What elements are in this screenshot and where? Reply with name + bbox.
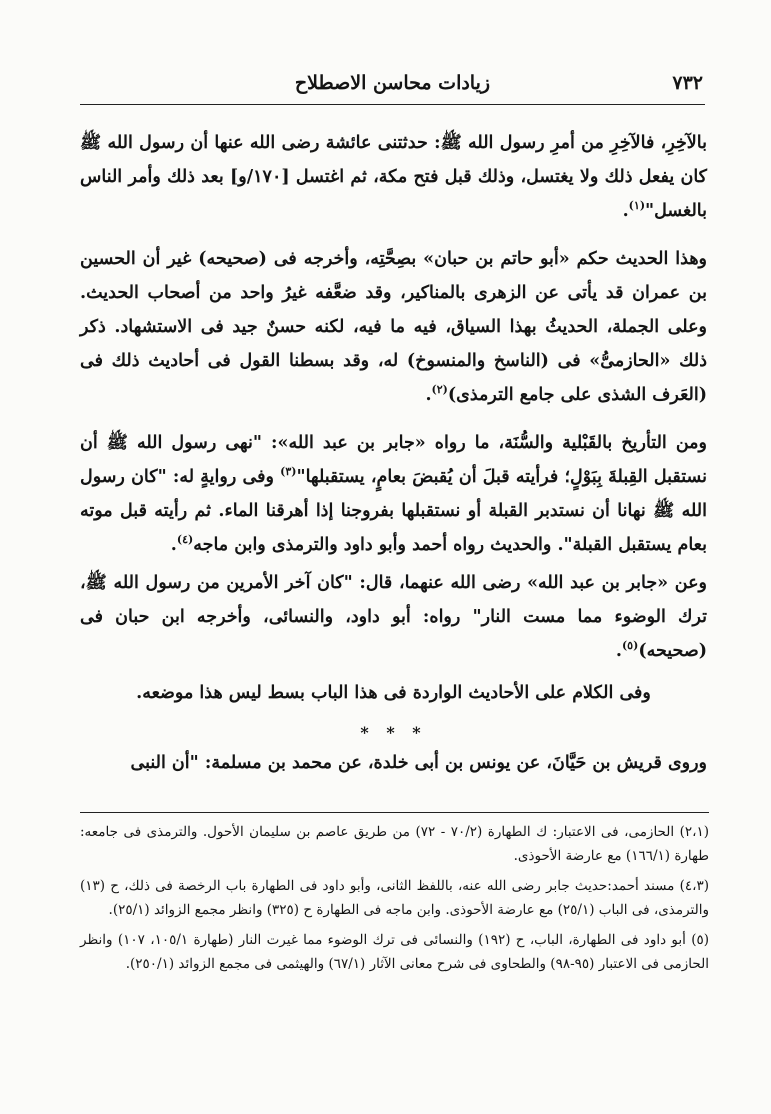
paragraph-2: وهذا الحديث حكم «أبو حاتم بن حبان» بصِحَّتِه، وأخرجه فى (صحيحه) غير أن الحسين بن عمران قد يأتى عن الزهرى بالمناكير، وقد ضعَّفه غيرُ واحد من أصحاب الحديث. وعلى الجملة، الحديثُ بهذا السياق، فيه ما فيه، لكنه حسنٌ جيد فى الاستشهاد. ذكر ذلك «الحازمىُّ» فى (الناسخ والمنسوخ) له، وقد بسطنا القول فى أحاديث ذلك فى (العَرف الشذى على جامع الترمذى)$^{(٢)}$. (80, 249, 707, 405)
footnote-ref-4: (٤) (176, 533, 194, 547)
footnote-ref-1: (١) (628, 199, 646, 213)
footnote-1: (٢،١) الحازمى، فى الاعتبار: ك الطهارة (٧٠/٢ - ٧٢) من طريق عاصم بن سليمان الأحول. والترمذى فى جامعه: طهارة (١٦٦/١) مع عارضة الأحوذى. (80, 824, 709, 864)
page-header (80, 60, 705, 105)
footnote-3: (٥) أبو داود فى الطهارة، الباب، ح (١٩٢) والنسائى فى ترك الوضوء مما غيرت النار (طهارة ١٠٥/١، ١٠٧) وانظر الحازمى فى الاعتبار (٩٥-٩٨) والطحاوى فى شرح معانى الآثار (٦٧/١) والهيثمى فى مجمع الزوائد (٢٥٠/١). (80, 932, 710, 972)
footnote-ref-5: (٥) (621, 639, 639, 653)
paragraph-4: وعن «جابر بن عبد الله» رضى الله عنهما، قال: "كان آخر الأمرين من رسول الله ﷺ، ترك الوضوء مما مست النار" رواه: أبو داود، والنسائى، وأخرجه ابن حبان فى (صحيحه)$^{(٥)}$. (80, 573, 707, 661)
footnote-ref-2: (٢) (431, 383, 448, 397)
paragraph-6: وروى قريش بن حَيَّانَ، عن يونس بن أبى خلدة، عن محمد بن مسلمة: "أن النبى (130, 753, 707, 773)
footnotes (80, 820, 709, 982)
paragraph-1: بالآخِرِ، فالآخِرِ من أمرِ رسول الله ﷺ: حدثتنى عائشة رضى الله عنها أن رسول الله ﷺ كان يفعل ذلك ولا يغتسل، وذلك قبل فتح مكة، ثم اغتسل [١٧٠/و] بعد ذلك وأمر الناس بالغسل"$^{(١)}$. (80, 133, 707, 221)
running-title: زيادات محاسن الاصطلاح (294, 72, 491, 94)
footnote-separator (80, 812, 709, 813)
page-number: ٧٣٢ (672, 72, 703, 94)
main-text (80, 126, 707, 780)
section-divider-stars: * * * (360, 723, 427, 742)
paragraph-3: ومن التأريخ بالقَبْلية والسُّنَة، ما رواه «جابر بن عبد الله»: "نهى رسول الله ﷺ أن نستقبل القِبلةَ بِبَوْلٍ؛ فرأيته قبلَ أن يُقبضَ بعامٍ، يستقبلها"$^{(٣)}$ وفى روايةٍ له: "كان رسول الله ﷺ نهانا أن نستدبر القبلة أو نستقبلها بفروجنا إذا أهرقنا الماء. ثم رأيته قبل موته بعام يستقبل القبلة". والحديث رواه أحمد وأبو داود والترمذى وابن ماجه$^{(٤)}$. (80, 433, 708, 555)
paragraph-5: وفى الكلام على الأحاديث الواردة فى هذا الباب بسط ليس هذا موضعه. (136, 683, 651, 703)
footnote-2: (٤،٣) مسند أحمد:حديث جابر رضى الله عنه، باللفظ الثانى، وأبو داود فى الطهارة باب الرخصة فى ذلك، ح (١٣) والترمذى، فى الباب (٢٥/١) مع عارضة الأحوذى. وابن ماجه فى الطهارة ح (٣٢٥) وانظر مجمع الزوائد (٢٥/١). (80, 878, 709, 918)
footnote-ref-3: (٣) (280, 465, 297, 479)
